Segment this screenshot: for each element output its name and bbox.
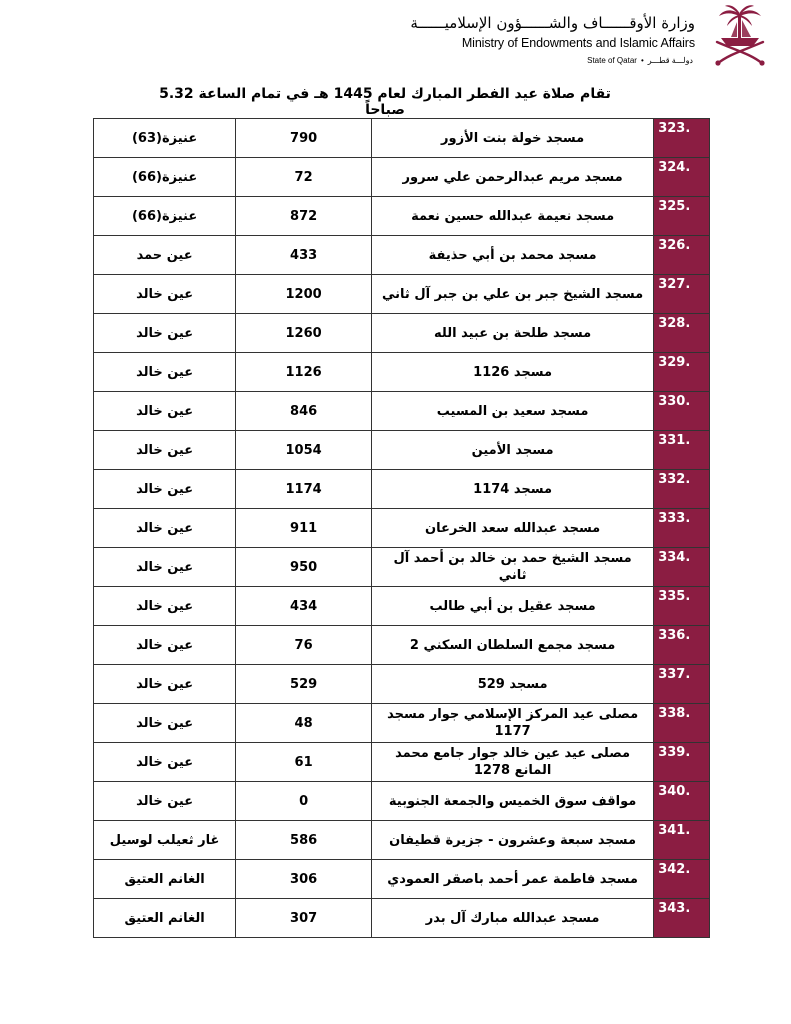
mosque-capacity: 434 [236,587,372,626]
state-name-arabic: دولـــة قطـــر [647,56,693,65]
row-number: 343. [654,899,710,938]
mosque-name: مسجد سبعة وعشرون - جزيرة قطيفان [372,821,654,860]
table-row [94,353,710,392]
table-row [94,587,710,626]
row-number: 330. [654,392,710,431]
mosque-name: مسجد طلحة بن عبيد الله [372,314,654,353]
mosque-area: عين خالد [94,392,236,431]
mosque-capacity: 872 [236,197,372,236]
mosque-area: عنيزة(63) [94,119,236,158]
row-number: 329. [654,353,710,392]
mosque-capacity: 1200 [236,275,372,314]
table-row [94,470,710,509]
mosque-capacity: 846 [236,392,372,431]
table-row [94,509,710,548]
row-number: 341. [654,821,710,860]
row-number: 326. [654,236,710,275]
mosque-name: مسجد فاطمة عمر أحمد باصقر العمودي [372,860,654,899]
row-number: 324. [654,158,710,197]
page-header [0,0,791,80]
row-number: 335. [654,587,710,626]
mosque-area: عين خالد [94,470,236,509]
table-row [94,548,710,587]
mosque-area: عين حمد [94,236,236,275]
mosque-area: عين خالد [94,626,236,665]
table-row [94,782,710,821]
mosque-name: مسجد 1126 [372,353,654,392]
mosque-capacity: 1174 [236,470,372,509]
mosque-area: عين خالد [94,665,236,704]
document-title: تقام صلاة عيد الفطر المبارك لعام 1445 هـ في تمام الساعة 5.32 صباحاً [159,86,611,118]
row-number: 334. [654,548,710,587]
mosque-capacity: 307 [236,899,372,938]
mosque-name: مسجد الشيخ جبر بن علي بن جبر آل ثاني [372,275,654,314]
mosque-capacity: 61 [236,743,372,782]
mosque-name: مسجد عبدالله مبارك آل بدر [372,899,654,938]
mosque-name: مسجد الشيخ حمد بن خالد بن أحمد آل ثاني [372,548,654,587]
mosque-area: عنيزة(66) [94,197,236,236]
state-name-english: State of Qatar [587,56,637,65]
row-number: 327. [654,275,710,314]
mosque-area: عين خالد [94,275,236,314]
mosque-area: عين خالد [94,353,236,392]
row-number: 325. [654,197,710,236]
mosque-area: عين خالد [94,743,236,782]
mosque-area: عين خالد [94,431,236,470]
mosque-capacity: 1054 [236,431,372,470]
mosque-area: غار ثعيلب لوسيل [94,821,236,860]
ministry-name-english: Ministry of Endowments and Islamic Affairs [461,36,695,50]
mosque-capacity: 433 [236,236,372,275]
row-number: 339. [654,743,710,782]
mosque-name: مسجد 1174 [372,470,654,509]
mosque-area: الغانم العتيق [94,860,236,899]
table-row [94,821,710,860]
table-row [94,314,710,353]
mosque-name: مواقف سوق الخميس والجمعة الجنوبية [372,782,654,821]
table-row [94,236,710,275]
mosque-name: مسجد خولة بنت الأزور [372,119,654,158]
row-number: 323. [654,119,710,158]
mosque-area: عين خالد [94,548,236,587]
table-row [94,665,710,704]
mosque-name: مسجد مريم عبدالرحمن علي سرور [372,158,654,197]
row-number: 342. [654,860,710,899]
mosque-name: مصلى عيد عين خالد جوار جامع محمد المانع 1278 [372,743,654,782]
mosque-area: الغانم العتيق [94,899,236,938]
state-line: State of Qatar • دولـــة قطـــر [587,56,693,65]
mosque-name: مسجد عقيل بن أبي طالب [372,587,654,626]
table-row [94,275,710,314]
mosque-name: مسجد محمد بن أبي حذيفة [372,236,654,275]
mosque-area: عين خالد [94,704,236,743]
table-row [94,899,710,938]
mosque-capacity: 911 [236,509,372,548]
row-number: 338. [654,704,710,743]
mosque-capacity: 586 [236,821,372,860]
mosque-name: مسجد مجمع السلطان السكني 2 [372,626,654,665]
table-row [94,626,710,665]
mosques-table-body [94,119,710,938]
table-row [94,704,710,743]
mosque-capacity: 48 [236,704,372,743]
mosque-capacity: 72 [236,158,372,197]
row-number: 328. [654,314,710,353]
table-row [94,860,710,899]
mosque-name: مسجد عبدالله سعد الخرعان [372,509,654,548]
mosques-table [93,118,710,938]
mosque-capacity: 529 [236,665,372,704]
mosque-name: مسجد سعيد بن المسيب [372,392,654,431]
mosque-area: عين خالد [94,782,236,821]
mosque-capacity: 0 [236,782,372,821]
mosque-area: عين خالد [94,587,236,626]
mosque-area: عين خالد [94,509,236,548]
table-row [94,743,710,782]
table-row [94,119,710,158]
row-number: 333. [654,509,710,548]
mosque-area: عنيزة(66) [94,158,236,197]
mosque-capacity: 306 [236,860,372,899]
mosque-name: مسجد 529 [372,665,654,704]
row-number: 337. [654,665,710,704]
mosque-capacity: 950 [236,548,372,587]
mosque-name: مصلى عيد المركز الإسلامي جوار مسجد 1177 [372,704,654,743]
row-number: 340. [654,782,710,821]
mosque-capacity: 1260 [236,314,372,353]
mosque-capacity: 76 [236,626,372,665]
row-number: 336. [654,626,710,665]
qatar-emblem-icon [711,4,769,68]
mosque-name: مسجد نعيمة عبدالله حسين نعمة [372,197,654,236]
table-row [94,392,710,431]
row-number: 331. [654,431,710,470]
table-row [94,431,710,470]
mosque-area: عين خالد [94,314,236,353]
mosque-capacity: 1126 [236,353,372,392]
row-number: 332. [654,470,710,509]
mosque-name: مسجد الأمين [372,431,654,470]
ministry-name-arabic: وزارة الأوقــــــاف والشــــــؤون الإسلاميــــــة [410,14,695,32]
table-row [94,197,710,236]
table-row [94,158,710,197]
mosque-capacity: 790 [236,119,372,158]
